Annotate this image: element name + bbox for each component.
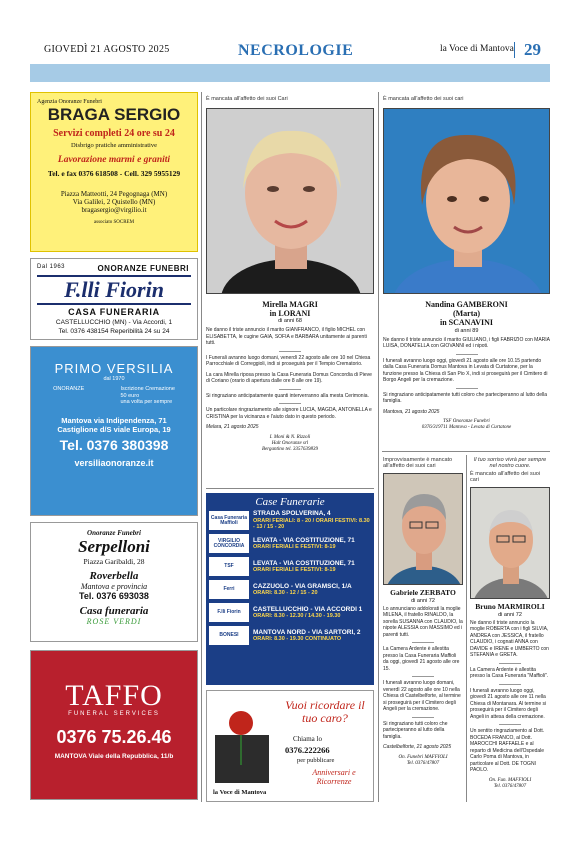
obituary-zerbato — [383, 457, 463, 767]
obituary-paragraph: Ne danno il triste annuncio la moglie ROBERTA con i figli SILVIA, ANDREA con JESSICA, il fratello CLAUDIO, i cognati ANNA con DAVIDE e IRENE e UMBERTO con STEFANIA e GRETA. — [470, 619, 549, 659]
obituary-place: Mantova, 21 agosto 2025 — [383, 408, 440, 415]
rule — [499, 663, 521, 664]
cf-hours: ORARI FERIALI E FESTIVI: 8-19 — [253, 544, 336, 551]
cf-address: STRADA SPOLVERINA, 4 — [253, 510, 331, 518]
ad-casa: Casa funeraria — [79, 605, 149, 617]
sig-line: Tel. 0376/47807 — [406, 760, 440, 766]
ad-town: Roverbella — [89, 570, 139, 582]
vr-call: Chiama lo — [293, 735, 322, 743]
ad-line: Servizi completi 24 ore su 24 — [53, 128, 175, 139]
cf-address: LEVATA - VIA COSTITUZIONE, 71 — [253, 559, 355, 567]
obituary-place: Melara, 21 agosto 2025 — [206, 424, 259, 431]
ad-sub: FUNERAL SERVICES — [68, 711, 160, 717]
cf-logo: Casa Funeraria Maffioli — [209, 511, 249, 530]
obituary-paragraph: Un particolare ringraziamento alle signore LUCIA, MAGDA, ANTONELLA e CRISTINA per la vicinanza e l'aiuto dato in questo periodo. — [206, 407, 372, 420]
deceased-name-married: in LORANI — [269, 309, 311, 319]
header-separator — [514, 42, 515, 58]
ad-tel: Tel. e fax 0376 618508 - Cell. 329 5955129 — [47, 169, 181, 178]
obituary-intro: È mancata all'affetto dei suoi Cari — [206, 96, 288, 102]
cf-hours: ORARI: 8.30 - 12 / 15 - 20 — [253, 590, 318, 597]
ad-tel: Tel. 0376 693038 — [79, 591, 149, 601]
portrait-photo — [206, 108, 374, 294]
undertaker-signature — [206, 435, 374, 454]
ad-fiorin[interactable] — [30, 258, 198, 340]
ad-line: Disbrigo pratiche amministrative — [71, 142, 157, 149]
obituary-paragraph: La cara Mirella riposa presso la Casa Funeraria Domus Concordia di Pieve di Coriano (orario di apertura dalle ore 8 alle ore 19). — [206, 371, 372, 385]
paper-name: la Voce di Mantova — [440, 44, 514, 54]
obituary-paragraph: I funerali avranno luogo oggi, giovedì 21 agosto alle ore 11 nella Chiesa di Montanara. Al termine si proseguirà per il Cimitero degli Angeli in attesa della cremazione. — [470, 687, 547, 720]
cf-hours: ORARI: 8.30 - 12.30 / 14.30 - 19.30 — [253, 613, 341, 620]
cf-address: CAZZUOLO - VIA GRAMSCI, 1/A — [253, 582, 352, 590]
ad-assoc: associato SOCREM — [93, 220, 135, 226]
ad-since: Dal 1963 — [37, 264, 66, 270]
ad-addr: Piazza Matteotti, 24 Pegognaga (MN) — [60, 190, 168, 198]
rule — [456, 388, 478, 389]
rule — [412, 676, 434, 677]
portrait-illustration — [384, 109, 550, 294]
ad-addr: MANTOVA Viale della Repubblica, 11/b — [54, 753, 174, 760]
ad-tel: 0376 75.26.46 — [56, 727, 172, 747]
ad-name: Serpelloni — [78, 537, 150, 556]
rule — [412, 642, 434, 643]
rose-illustration — [211, 705, 273, 785]
obituary-paragraph: La Camera Ardente è allestita presso la Casa Funeraria "Maffioli". — [470, 666, 549, 680]
cf-address: CASTELLUCCHIO - VIA ACCORDI 1 — [253, 605, 363, 613]
portrait-photo — [383, 108, 550, 294]
cf-hours: ORARI FERIALI: 8 - 20 / ORARI FESTIVI: 8.30 - 13 / 15 - 20 — [253, 517, 370, 531]
page-number: 29 — [524, 40, 541, 59]
rule — [279, 389, 301, 390]
rule — [412, 717, 434, 718]
ad-braga-sergio[interactable] — [30, 92, 198, 252]
sig-line: Halt Onoranze srl — [271, 441, 309, 447]
deceased-name: Gabriele ZERBATO — [390, 588, 456, 597]
column-divider — [378, 92, 379, 802]
cf-row — [209, 533, 371, 554]
cf-row — [209, 510, 371, 531]
cf-row — [209, 602, 371, 623]
ad-taffo[interactable] — [30, 650, 198, 800]
portrait-illustration — [207, 109, 374, 294]
sig-line: I. Moni & N. Rizzoli — [269, 434, 311, 440]
obituary-intro: È mancato all'affetto dei suoi cari — [470, 471, 541, 483]
cf-hours: ORARI: 8.30 - 19.30 CONTINUATO — [253, 636, 342, 643]
ad-right3: una volta per sempre — [120, 399, 173, 406]
deceased-age: di anni 72 — [498, 611, 522, 618]
ad-primo-versilia[interactable] — [30, 346, 198, 516]
section-bar — [30, 64, 550, 82]
deceased-name: Mirella MAGRI — [262, 300, 318, 309]
rule — [499, 684, 521, 685]
cf-row — [209, 625, 371, 646]
ad-addr: Castiglione d/S viale Europa, 19 — [57, 425, 171, 435]
sig-line: 0376/319711 Mantova - Levata di Curtatone — [421, 425, 512, 431]
column-divider — [201, 92, 202, 802]
undertaker-signature — [383, 419, 550, 432]
ad-name: BRAGA SERGIO — [47, 105, 181, 124]
cf-title: Case Funerarie — [255, 496, 325, 508]
ad-logo: PRIMO VERSILIA — [54, 361, 174, 376]
portrait-illustration — [471, 488, 550, 599]
sig-line: On. Fun. MAFFIOLI — [488, 777, 532, 783]
ad-line: Lavorazione marmi e graniti — [57, 155, 171, 165]
obituary-paragraph: Ne danno il triste annuncio il marito GIANFRANCO, il figlio MICHEL con ELISABETTA, le cugine GAIA, SOFIA e BARBARA unitamente ai parenti tutti. — [206, 327, 367, 347]
ad-addr: Piazza Garibaldi, 28 — [83, 557, 145, 566]
vr-publish: per pubblicare — [297, 757, 335, 764]
ad-email: bragasergio@virgilio.it — [81, 206, 147, 215]
cf-logo: TSF — [209, 557, 249, 576]
sig-line: Bergantino tel. 3357639839 — [261, 447, 319, 453]
ad-agency: Agenzia Onoranze Funebri — [37, 99, 102, 105]
obituary-quote: Il tuo sorriso vivrà per sempre nel nostro cuore. — [473, 457, 547, 469]
cf-row — [209, 556, 371, 577]
deceased-name-married: in SCANAVINI — [440, 318, 493, 328]
vr-logo: la Voce di Mantova — [213, 789, 267, 796]
ad-since: dal 1970 — [103, 376, 125, 382]
cf-address: MANTOVA NORD - VIA SARTORI, 2 — [253, 628, 361, 636]
ad-serpelloni[interactable] — [30, 522, 198, 642]
cf-row — [209, 579, 371, 600]
obituary-paragraph: I Funerali avranno luogo domani, venerdì 22 agosto alle ore 10 nel Chiesa Parrocchiale di Correggioli, indi si proseguirà per il Tempio Crematorio. — [206, 354, 371, 368]
obituary-paragraph: Si ringraziano anticipatamente tutti coloro che parteciperanno al lutto della famiglia. — [383, 391, 547, 405]
portrait-illustration — [384, 474, 463, 585]
obituary-paragraph: Si ringraziano tutti coloro che parteciperanno al lutto della famiglia. — [383, 720, 448, 740]
ad-area: Mantova e provincia — [80, 582, 148, 591]
cf-logo: F.lli Fiorin — [209, 603, 249, 622]
obituary-place: Castelbelforte, 21 agosto 2025 — [383, 744, 452, 751]
ad-addr: Via Galilei, 2 Quistello (MN) — [72, 198, 156, 207]
obituary-paragraph: Ne danno il triste annuncio il marito GIULIANO, i figli FABRIZIO con MARIA LUISA, DONATELLA con GIOVANNI ed i nipoti. — [383, 336, 550, 350]
ad-sub: CASA FUNERARIA — [68, 307, 160, 317]
ad-loc: CASTELLUCCHIO (MN) - Via Accordi, 1 — [55, 319, 173, 326]
obituary-paragraph: La Camera Ardente è allestita presso la Casa Funeraria Maffioli da oggi, giovedì 21 agosto alle ore 15. — [383, 646, 460, 672]
rule — [279, 351, 301, 352]
deceased-age: di anni 72 — [411, 597, 435, 604]
ad-right: Iscrizione Cremazione — [120, 386, 175, 392]
ad-tel: Tel. 0376 380398 — [59, 436, 169, 453]
obituary-intro: È mancata all'affetto dei suoi cari — [383, 96, 464, 102]
obituary-intro: Improvvisamente è mancato all'affetto dei suoi cari — [383, 457, 453, 469]
ad-case-funerarie[interactable] — [206, 493, 374, 685]
ad-name: F.lli Fiorin — [37, 275, 191, 305]
ad-brand: TAFFO — [65, 679, 163, 712]
cf-logo: BONESI — [209, 626, 249, 645]
obituary-marmiroli — [470, 457, 550, 790]
cf-address: LEVATA - VIA COSTITUZIONE, 71 — [253, 536, 355, 544]
vr-phone[interactable]: 0376.222266 — [285, 745, 330, 755]
section-title: NECROLOGIE — [238, 42, 354, 59]
sig-line: Tel. 0376/47807 — [493, 783, 527, 789]
ad-title: ONORANZE FUNEBRI — [97, 264, 189, 273]
deceased-age: di anni 68 — [278, 318, 302, 325]
rule — [456, 354, 478, 355]
ad-right2: 50 euro — [120, 392, 140, 399]
ad-vuoi-ricordare[interactable] — [206, 690, 374, 802]
cf-logo: Ferri — [209, 580, 249, 599]
ad-rose: ROSE VERDI — [86, 617, 142, 626]
header-date: GIOVEDÌ 21 AGOSTO 2025 — [44, 44, 170, 55]
cf-logo: VIRGILIO CONCORDIA — [209, 534, 249, 553]
column-divider — [466, 455, 467, 802]
undertaker-signature — [470, 778, 550, 791]
obituary-paragraph: I funerali avranno luogo domani, venerdì 22 agosto alle ore 10 nella Chiesa di Castelbelforte, al termine si proseguirà per il Cimitero degli Angeli per la cremazione. — [383, 680, 461, 713]
vr-question: Vuoi ricordare il tuo caro? — [285, 698, 365, 725]
rule — [499, 724, 521, 725]
portrait-photo — [383, 473, 463, 585]
sig-line: On. Funebri MAFFIOLI — [398, 754, 448, 760]
ad-tel: Tel. 0376 438154 Reperibilità 24 su 24 — [58, 328, 170, 335]
ad-left: ONORANZE — [53, 386, 85, 392]
obituary-paragraph: I funerali avranno luogo oggi, giovedì 21 agosto alle ore 10.15 partendo dalla Casa Funeraria Domus Mantova in Levata di Curtatone, per la funzione presso la Chiesa di San Pio X, indi si proseguirà per il Cimitero di Borgo Angeli per la cremazione. — [383, 357, 548, 384]
obituary-paragraph: Lo annunciano addolorati la moglie MILENA, il fratello RINALDO, la sorella SUSANNA con CLAUDIO, la nipote ALESSIA con MASSIMO ed i parenti tutti. — [383, 605, 463, 638]
row-divider — [206, 488, 374, 489]
obituary-magri — [206, 96, 374, 454]
deceased-nickname: (Marta) — [452, 309, 481, 319]
portrait-photo — [470, 487, 550, 599]
obituary-paragraph: Si ringraziano anticipatamente quanti interverranno alla mesta Cerimonia. — [206, 392, 369, 399]
obituary-gamberoni — [383, 96, 550, 432]
row-divider — [382, 451, 550, 452]
sig-line: TSF Onoranze Funebri — [443, 419, 490, 425]
ad-addr: Mantova via Indipendenza, 71 — [61, 415, 167, 425]
vr-anniversaries: Anniversari e Ricorrenze — [312, 768, 356, 786]
deceased-age: di anni 89 — [454, 327, 479, 334]
deceased-name: Nandina GAMBERONI — [425, 300, 508, 309]
deceased-name: Bruno MARMIROLI — [475, 602, 545, 611]
ad-web[interactable]: versiliaonoranze.it — [74, 457, 154, 468]
rule — [279, 403, 301, 404]
undertaker-signature — [383, 755, 463, 768]
obituary-paragraph: Un sentito ringraziamento al Dott. BOCEDA FRANCO, al Dott. MAROCCHI RAFFAELE e al reparto di Medicina dell'Ospedale Carlo Poma di Mantova, in particolare al Dott. DE TOGNI PAOLO. — [470, 728, 545, 774]
ad-t1: Onoranze Funebri — [87, 529, 141, 537]
cf-hours: ORARI FERIALI E FESTIVI: 8-19 — [253, 567, 336, 574]
